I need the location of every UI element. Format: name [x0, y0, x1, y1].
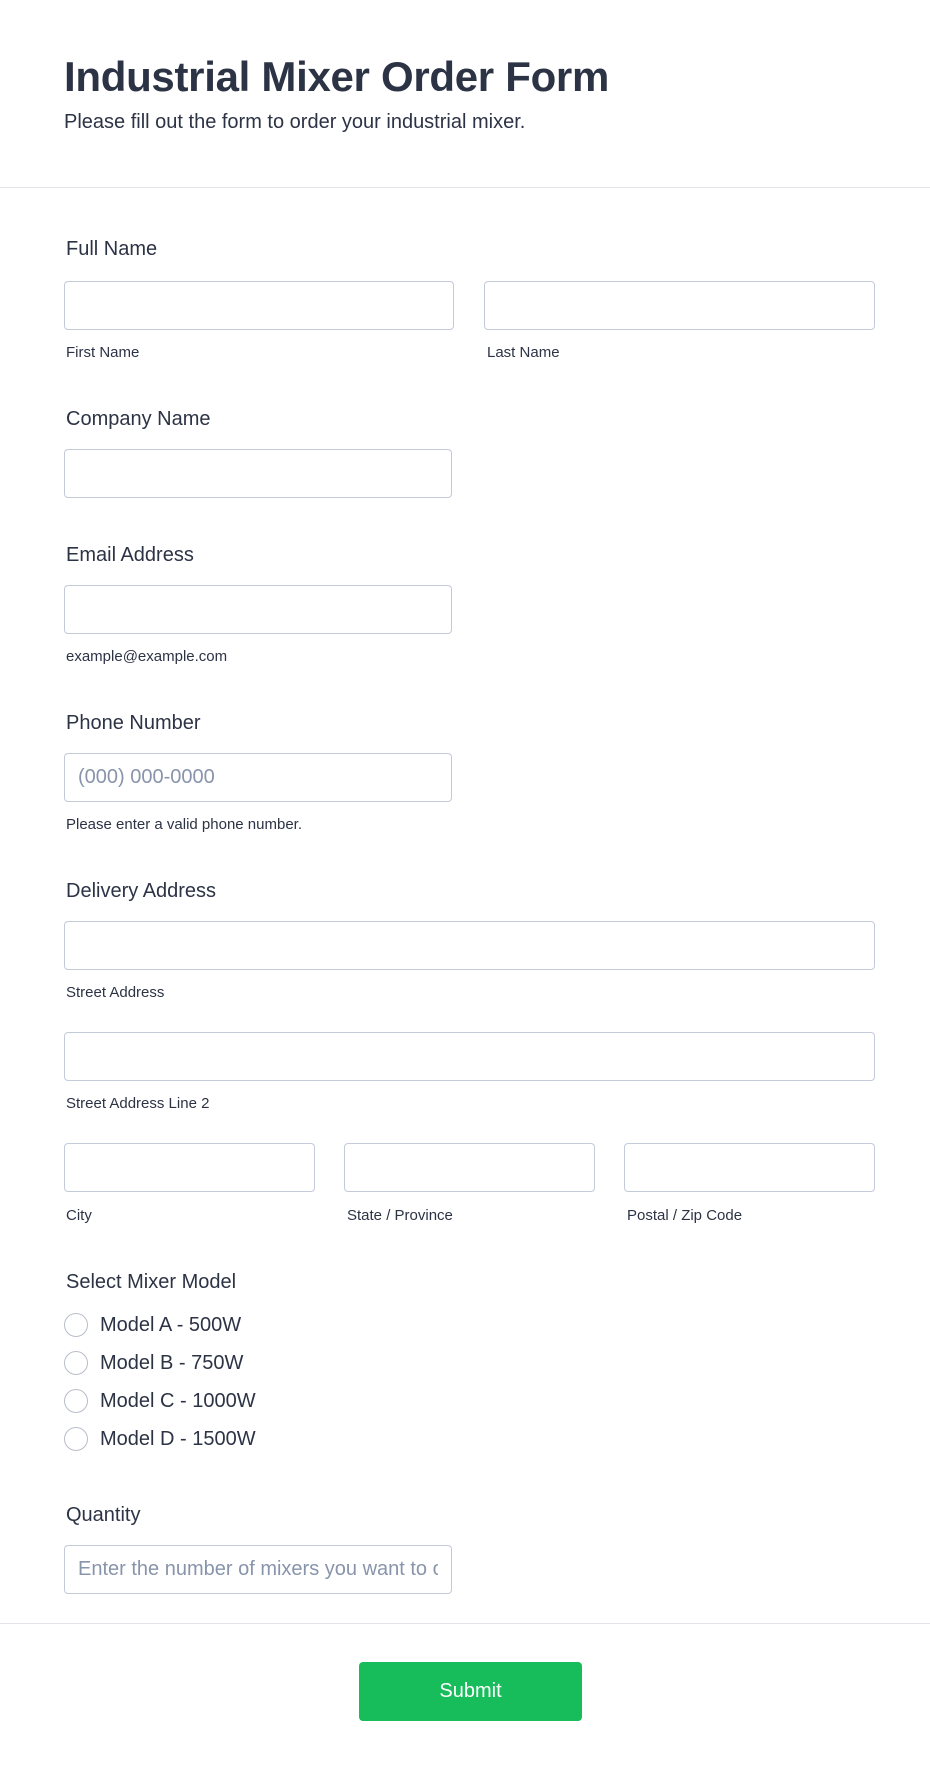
- email-input[interactable]: [64, 585, 452, 634]
- radio-button-icon[interactable]: [64, 1427, 88, 1451]
- radio-option-label: Model B - 750W: [100, 1352, 244, 1374]
- street-address-sublabel: Street Address: [66, 984, 165, 1001]
- last-name-input[interactable]: [484, 281, 875, 330]
- form-header: [0, 0, 930, 188]
- street-address-input[interactable]: [64, 921, 875, 970]
- full-name-label: Full Name: [66, 238, 158, 260]
- state-province-input[interactable]: [344, 1143, 595, 1192]
- form-subtitle: Please fill out the form to order your industrial mixer.: [64, 111, 526, 133]
- radio-option-label: Model A - 500W: [100, 1314, 242, 1336]
- radio-option-model-c[interactable]: [64, 1388, 256, 1414]
- city-sublabel: City: [66, 1207, 92, 1224]
- radio-option-label: Model D - 1500W: [100, 1428, 256, 1450]
- radio-option-model-a[interactable]: [64, 1312, 241, 1338]
- street-address-line2-sublabel: Street Address Line 2: [66, 1095, 210, 1112]
- quantity-input[interactable]: [64, 1545, 452, 1594]
- quantity-label: Quantity: [66, 1504, 141, 1526]
- radio-button-icon[interactable]: [64, 1313, 88, 1337]
- company-name-input[interactable]: [64, 449, 452, 498]
- state-province-sublabel: State / Province: [347, 1207, 453, 1224]
- submit-button[interactable]: Submit: [359, 1662, 582, 1721]
- email-sublabel: example@example.com: [66, 648, 228, 665]
- email-label: Email Address: [66, 544, 194, 566]
- radio-button-icon[interactable]: [64, 1389, 88, 1413]
- postal-code-input[interactable]: [624, 1143, 875, 1192]
- phone-input[interactable]: [64, 753, 452, 802]
- postal-code-sublabel: Postal / Zip Code: [627, 1207, 743, 1224]
- radio-option-label: Model C - 1000W: [100, 1390, 256, 1412]
- footer-divider: [0, 1623, 930, 1624]
- mixer-model-label: Select Mixer Model: [66, 1271, 237, 1293]
- phone-label: Phone Number: [66, 712, 201, 734]
- delivery-address-label: Delivery Address: [66, 880, 217, 902]
- street-address-line2-input[interactable]: [64, 1032, 875, 1081]
- form-title: Industrial Mixer Order Form: [64, 53, 610, 100]
- phone-sublabel: Please enter a valid phone number.: [66, 816, 302, 833]
- last-name-sublabel: Last Name: [487, 344, 560, 361]
- radio-option-model-d[interactable]: [64, 1426, 256, 1452]
- city-input[interactable]: [64, 1143, 315, 1192]
- radio-button-icon[interactable]: [64, 1351, 88, 1375]
- radio-option-model-b[interactable]: [64, 1350, 243, 1376]
- company-name-label: Company Name: [66, 408, 211, 430]
- first-name-input[interactable]: [64, 281, 454, 330]
- first-name-sublabel: First Name: [66, 344, 140, 361]
